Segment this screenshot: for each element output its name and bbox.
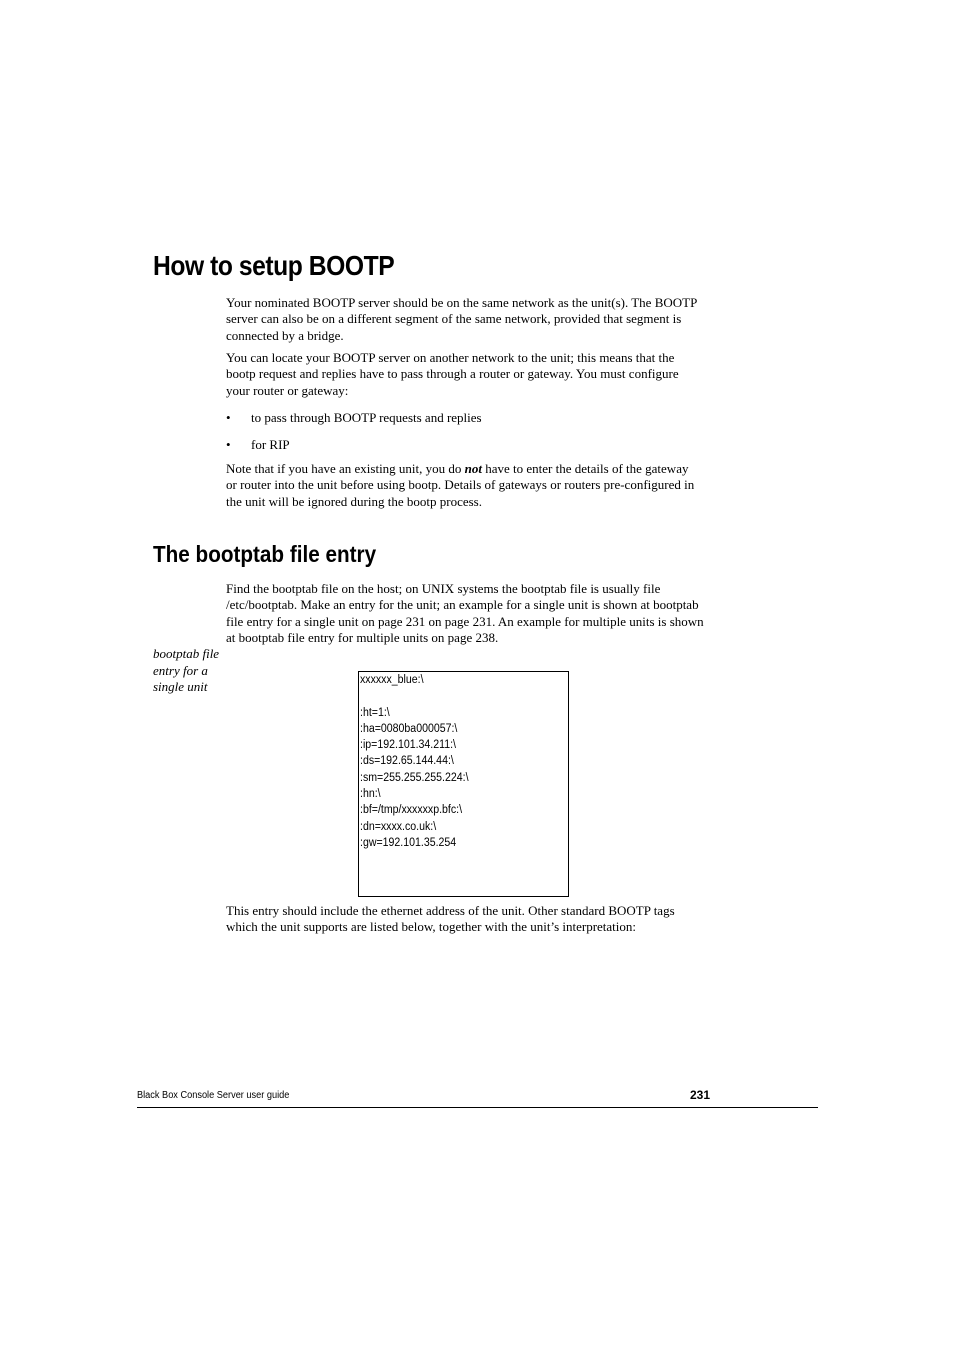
bullet-marker: • <box>226 437 231 452</box>
bullet-item <box>226 410 482 426</box>
bootptab-paragraph-2: This entry should include the ethernet address of the unit. Other standard BOOTP tags which the unit supports are listed below, together with the unit’s interpretation: <box>226 903 675 935</box>
code-line: :ht=1:\ <box>360 706 390 719</box>
note-text-before: Note that if you have an existing unit, you do <box>226 461 465 476</box>
code-line <box>360 688 551 704</box>
code-line: :gw=192.101.35.254 <box>360 836 457 849</box>
code-line: :ds=192.65.144.44:\ <box>360 755 454 768</box>
bootptab-code-box <box>358 671 569 897</box>
margin-caption: bootptab file entry for a single unit <box>153 646 220 694</box>
bullet-text: to pass through BOOTP requests and replies <box>251 410 482 425</box>
code-line: :hn:\ <box>360 788 381 801</box>
note-text-after: have to enter the details of the gateway or router into the unit before using bootp. Details of gateways or routers pre-configured in the unit will be ignored during the bootp process. <box>226 461 695 509</box>
code-line: xxxxxx_blue:\ <box>360 674 424 686</box>
page-title: How to setup BOOTP <box>153 250 395 281</box>
bullet-marker: • <box>226 410 231 425</box>
bootptab-paragraph-1: Find the bootptab file on the host; on UNIX systems the bootptab file is usually file /etc/bootptab. Make an entry for the unit; an example for a single unit is shown at bootptab file entry for a single unit on page 231 on page 231. An example for multiple units is shown at bootptab file entry for multiple units on page 238. <box>226 581 704 645</box>
code-line: :dn=xxxx.co.uk:\ <box>360 820 437 833</box>
note-emphasis: not <box>464 461 482 476</box>
section-heading: The bootptab file entry <box>153 541 377 567</box>
bullet-item <box>226 437 290 453</box>
intro-paragraph-2: You can locate your BOOTP server on another network to the unit; this means that the bootp request and replies have to pass through a router or gateway. You must configure your router or gateway: <box>226 350 679 398</box>
footer-title: Black Box Console Server user guide <box>137 1090 290 1101</box>
code-line: :sm=255.255.255.224:\ <box>360 771 469 784</box>
footer-divider <box>137 1107 818 1108</box>
bullet-text: for RIP <box>251 437 290 452</box>
code-line: :ip=192.101.34.211:\ <box>360 739 456 752</box>
note-paragraph <box>226 461 702 510</box>
page-number: 231 <box>690 1088 711 1102</box>
intro-paragraph-1: Your nominated BOOTP server should be on the same network as the unit(s). The BOOTP server can also be on a different segment of the same network, provided that segment is connected by a bridge. <box>226 295 697 343</box>
code-line: :ha=0080ba000057:\ <box>360 722 458 735</box>
code-line: :bf=/tmp/xxxxxxp.bfc:\ <box>360 804 463 817</box>
